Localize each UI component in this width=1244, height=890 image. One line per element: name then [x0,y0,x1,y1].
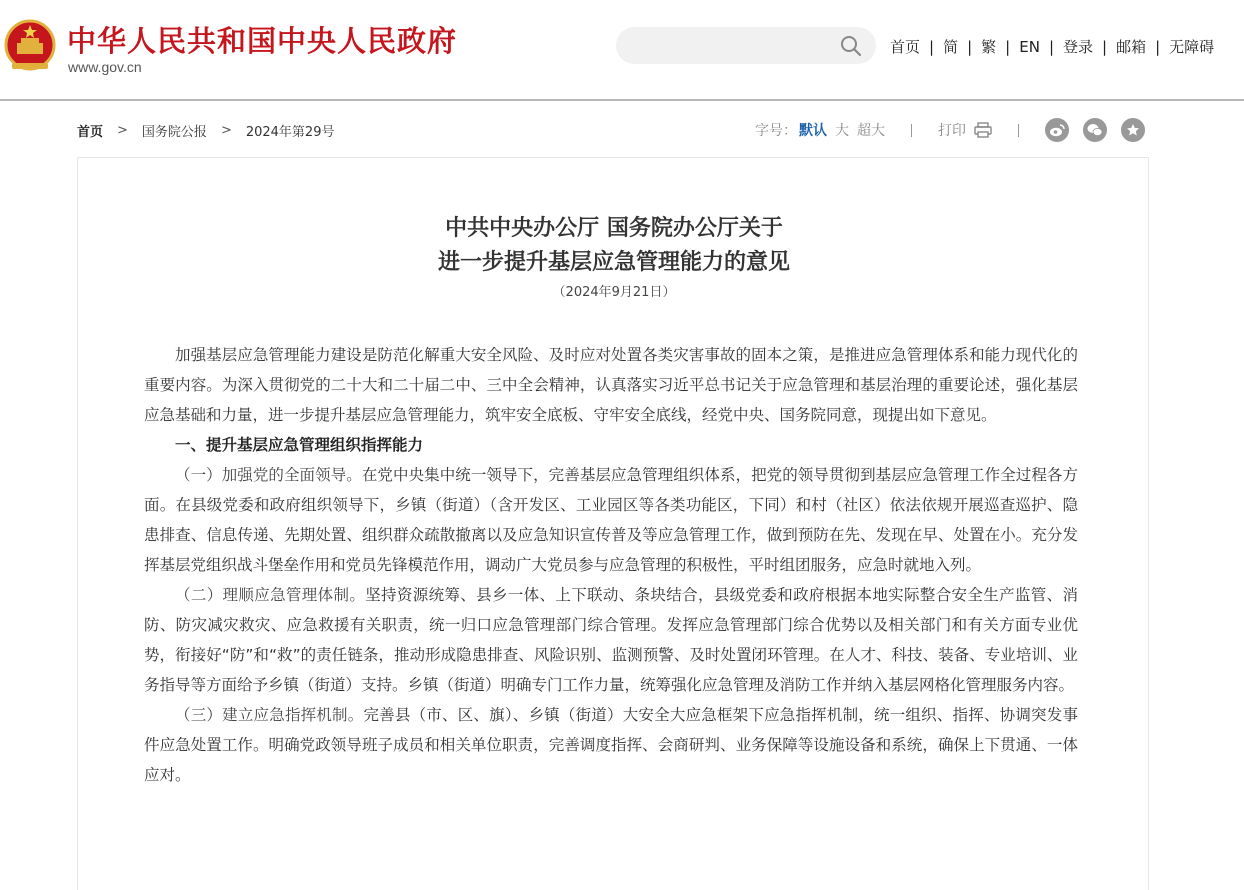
font-size-large[interactable]: 大 [835,123,849,139]
article-date: （2024年9月21日） [552,285,676,300]
nav-separator: | [929,37,935,56]
item-text: 在党中央集中统一领导下，完善基层应急管理组织体系，把党的领导贯彻到基层应急管理工作全过程各方面。在县级党委和政府组织领导下，乡镇（街道）（含开发区、工业园区等各类功能区，下同）和村（社区）依法依规开展巡查巡护、隐患排查、信息传递、先期处置、组织群众疏散撤离以及应急知识宣传普及等应急管理工作，做到预防在先、发现在早、处置在小。充分发挥基层党组织战斗堡垒作用和党员先锋模范作用，调动广大党员参与应急管理的积极性，平时组团服务，应急时就地入列。 [144,466,1078,574]
nav-separator: | [1102,37,1108,56]
breadcrumb-gazette[interactable]: 国务院公报 [141,125,207,140]
top-nav [890,36,1214,57]
article-tools [755,118,1159,142]
item-label: （二）理顺应急管理体制。 [175,586,366,604]
divider [1018,124,1019,137]
chevron-right-icon: > [117,123,128,138]
paragraph-item1 [144,460,1078,580]
nav-separator: | [967,37,973,56]
nav-mailbox[interactable]: 邮箱 [1116,38,1147,56]
item-label: （三）建立应急指挥机制。 [175,706,364,724]
item-text: 完善县（市、区、旗）、乡镇（街道）大安全大应急框架下应急指挥机制，统一组织、指挥、协调突发事件应急处置工作。明确党政领导班子成员和相关单位职责，完善调度指挥、会商研判、业务保障等设施设备和系统，确保上下贯通、一体应对。 [144,706,1078,784]
divider [911,124,912,137]
article-title-line1: 中共中央办公厅 国务院办公厅关于 [445,215,783,241]
print-label[interactable]: 打印 [938,123,966,139]
nav-separator: | [1048,37,1054,56]
site-url: www.gov.cn [68,59,142,75]
nav-simplified[interactable]: 简 [943,38,959,56]
search-box[interactable] [616,27,876,64]
breadcrumb [77,121,334,140]
item-text: 坚持资源统筹、县乡一体、上下联动、条块结合，县级党委和政府根据本地实际整合安全生产监管、消防、防灾减灾救灾、应急救援有关职责，统一归口应急管理部门综合管理。发挥应急管理部门综合优势以及相关部门和有关方面专业优势，衔接好“防”和“救”的责任链条，推动形成隐患排查、风险识别、监测预警、及时处置闭环管理。在人才、科技、装备、专业培训、业务指导等方面给予乡镇（街道）支持。乡镇（街道）明确专门工作力量，统筹强化应急管理及消防工作并纳入基层网格化管理服务内容。 [144,586,1078,694]
breadcrumb-home[interactable]: 首页 [77,125,104,140]
section-heading: 一、提升基层应急管理组织指挥能力 [175,436,424,454]
favorite-star-icon[interactable] [1121,118,1145,142]
wechat-icon[interactable] [1083,118,1107,142]
nav-accessibility[interactable]: 无障碍 [1169,38,1215,56]
intro-paragraph: 加强基层应急管理能力建设是防范化解重大安全风险、及时应对处置各类灾害事故的固本之策，是推进应急管理体系和能力现代化的重要内容。为深入贯彻党的二十大和二十届二中、三中全会精神，认真落实习近平总书记关于应急管理和基层治理的重要论述，强化基层应急基础和力量，进一步提升基层应急管理能力，筑牢安全底板、守牢安全底线，经党中央、国务院同意，现提出如下意见。 [144,346,1078,424]
article-body [144,340,1078,790]
site-title[interactable]: 中华人民共和国中央人民政府 [67,24,458,58]
paragraph-item2 [144,580,1078,700]
search-icon[interactable] [840,35,862,57]
breadcrumb-issue[interactable]: 2024年第29号 [245,125,335,140]
nav-english[interactable]: EN [1019,37,1040,56]
font-size-default[interactable]: 默认 [799,123,827,139]
article-container [77,157,1149,890]
font-size-label: 字号： [755,123,797,139]
weibo-icon[interactable] [1045,118,1069,142]
paragraph-item3 [144,700,1078,790]
chevron-right-icon: > [220,123,232,138]
font-size-xlarge[interactable]: 超大 [857,123,885,139]
national-emblem-icon[interactable] [4,19,56,73]
nav-home[interactable]: 首页 [890,38,921,56]
article-title-line2: 进一步提升基层应急管理能力的意见 [437,249,790,275]
item-label: （一）加强党的全面领导。 [175,466,362,484]
nav-traditional[interactable]: 繁 [981,38,997,56]
site-header [0,0,1244,101]
nav-login[interactable]: 登录 [1063,38,1094,56]
nav-separator: | [1005,37,1011,56]
print-icon[interactable] [974,122,992,138]
nav-separator: | [1155,37,1161,56]
